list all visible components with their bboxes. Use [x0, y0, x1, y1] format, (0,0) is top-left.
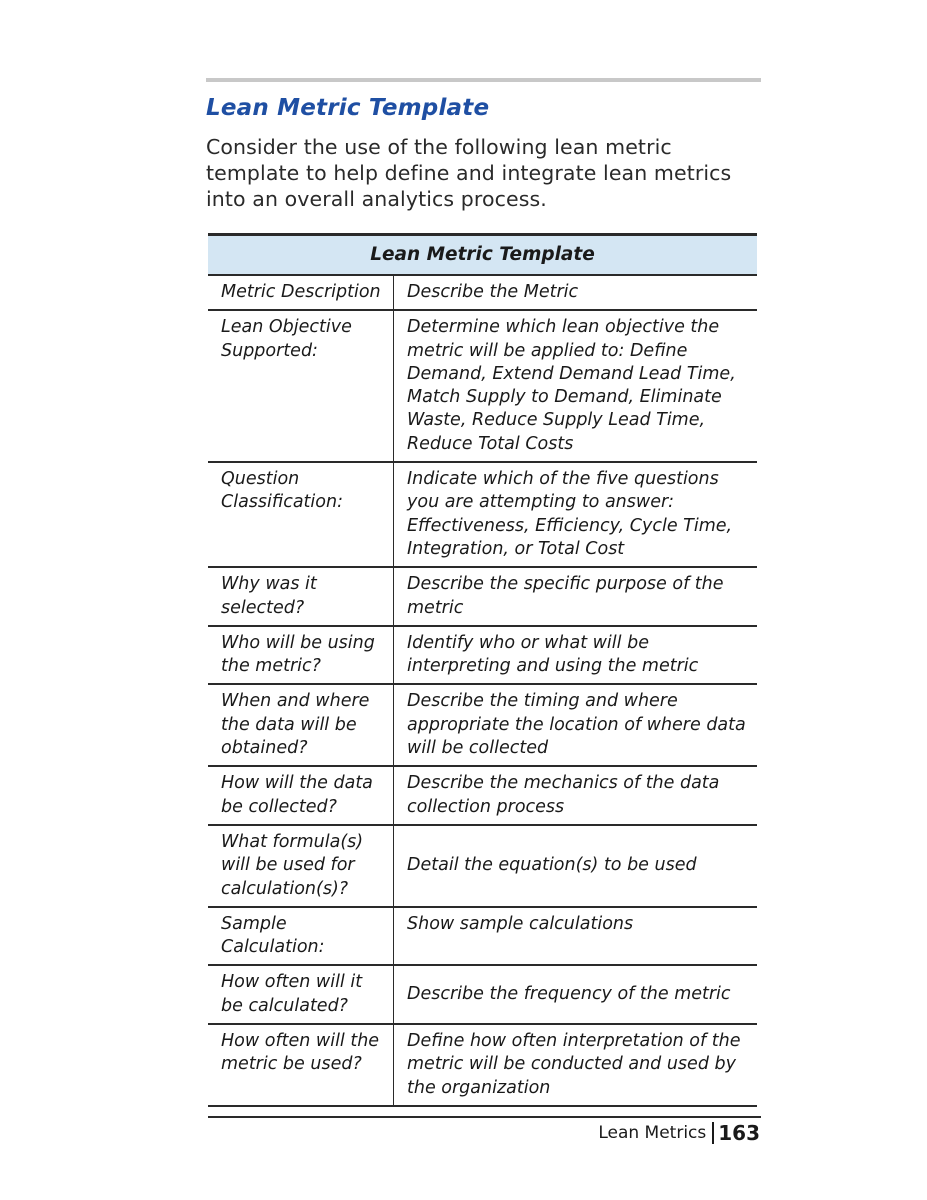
table-row [208, 1024, 757, 1106]
lean-metric-template-table [208, 233, 757, 1107]
row-value-lean-objective: Determine which lean objective the metric will be applied to: Define Demand, Extend Demand Lead Time, Match Supply to Demand, Eliminate Waste, Reduce Supply Lead Time, Reduce Total Costs [394, 310, 758, 462]
row-value-how-often-calculated: Describe the frequency of the metric [394, 965, 758, 1024]
table-row [208, 462, 757, 567]
row-value-formula: Detail the equation(s) to be used [394, 825, 758, 907]
table-row [208, 684, 757, 766]
row-label-how-collected: How will the data be collected? [208, 766, 394, 825]
page-footer [598, 1121, 760, 1145]
table-row [208, 907, 757, 966]
table-row [208, 825, 757, 907]
row-label-lean-objective: Lean Objective Supported: [208, 310, 394, 462]
table-row [208, 567, 757, 626]
row-label-when-where: When and where the data will be obtained? [208, 684, 394, 766]
row-value-how-collected: Describe the mechanics of the data collection process [394, 766, 758, 825]
top-rule [206, 78, 761, 82]
footer-chapter-title: Lean Metrics [598, 1123, 707, 1143]
row-label-how-often-used: How often will the metric be used? [208, 1024, 394, 1106]
row-label-metric-description: Metric Description [208, 275, 394, 310]
row-label-sample-calculation: Sample Calculation: [208, 907, 394, 966]
table-header-row [208, 235, 757, 276]
table-row [208, 626, 757, 685]
row-value-why-selected: Describe the specific purpose of the metric [394, 567, 758, 626]
table-row [208, 766, 757, 825]
row-label-who-using: Who will be using the metric? [208, 626, 394, 685]
row-value-how-often-used: Define how often interpretation of the metric will be conducted and used by the organization [394, 1024, 758, 1106]
row-label-how-often-calculated: How often will it be calculated? [208, 965, 394, 1024]
row-value-when-where: Describe the timing and where appropriate the location of where data will be collected [394, 684, 758, 766]
table-row [208, 310, 757, 462]
footer-rule [208, 1116, 761, 1118]
row-value-sample-calculation: Show sample calculations [394, 907, 758, 966]
row-label-formula: What formula(s) will be used for calculation(s)? [208, 825, 394, 907]
table-row [208, 965, 757, 1024]
row-label-why-selected: Why was it selected? [208, 567, 394, 626]
row-value-who-using: Identify who or what will be interpreting and using the metric [394, 626, 758, 685]
footer-divider [712, 1122, 714, 1144]
page-number: 163 [718, 1121, 760, 1145]
table-row [208, 275, 757, 310]
row-label-question-classification: Question Classification: [208, 462, 394, 567]
table-header: Lean Metric Template [208, 235, 757, 276]
intro-paragraph: Consider the use of the following lean metric template to help define and integrate lean metrics into an overall analytics process. [206, 135, 732, 211]
row-value-question-classification: Indicate which of the five questions you are attempting to answer: Effectiveness, Efficiency, Cycle Time, Integration, or Total Cost [394, 462, 758, 567]
row-value-metric-description: Describe the Metric [394, 275, 758, 310]
section-title: Lean Metric Template [206, 95, 490, 121]
